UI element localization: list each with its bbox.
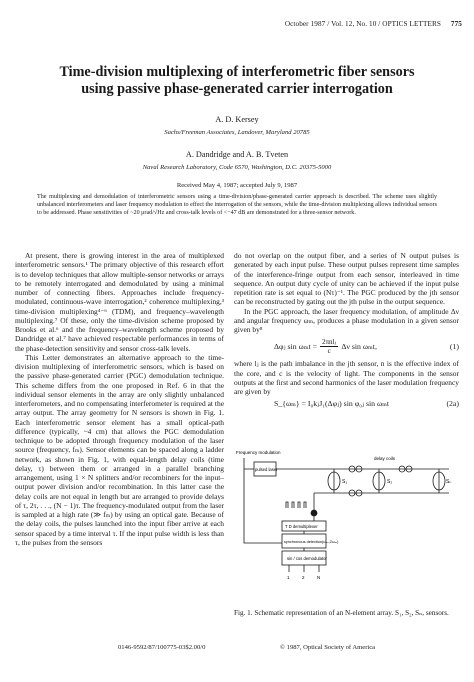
right-column	[234, 251, 459, 412]
sync-detection-label: synchronous detection(ωₘ,2ωₘ)	[284, 540, 339, 544]
received-date: Received May 4, 1987; accepted July 9, 1987	[176, 182, 298, 189]
td-demux-label: T D demultiplexer	[285, 524, 318, 529]
figure-caption: Fig. 1. Schematic representation of an N-element array. S₁, S₂, Sₙ, sensors.	[234, 609, 449, 617]
output-2-label: 2	[302, 575, 305, 580]
sensor-n-label: Sₙ	[446, 479, 452, 485]
demodulator-outputs	[289, 565, 319, 572]
delay-coils-label: delay coils	[374, 456, 396, 461]
author-1-affiliation: Sachs/Freeman Associates, Landover, Maryland 20785	[164, 129, 310, 136]
running-head-text: October 1987 / Vol. 12, No. 10 / OPTICS LETTERS	[284, 20, 441, 28]
eq1-numerator: 2πnlⱼ	[322, 338, 337, 347]
left-column	[15, 251, 224, 547]
right-paragraph-1: do not overlap on the output fiber, and a series of N output pulses is generated by each input pulse. These output pulses represent time samples of the interference-fringe output from each sensor, interleaved in time sequence. An output duty cycle of unity can be achieved if the input pulse repetition rate is set equal to (Nτ)⁻¹. The PGC produced by the jth sensor can be reconstructed by gating out the jth pulse in the output sequence.	[234, 251, 459, 307]
running-header	[232, 20, 462, 28]
author-2: A. Dandridge and A. B. Tveten	[185, 150, 289, 159]
title-line-2: using passive phase-generated carrier interrogation	[81, 81, 393, 97]
eq2-number: (2a)	[446, 399, 459, 409]
equation-2a	[234, 399, 459, 408]
fm-reference-line	[244, 469, 282, 543]
photodetector	[311, 510, 317, 516]
abstract: The multiplexing and demodulation of interferometric sensors using a time-division/phase-generated carrier approach is described. The scheme uses slightly unbalanced interferometers and laser frequency modulation to effect the interrogation of the sensors, while the time-division multiplexing allows individual sensors to be addressed. Phase sensitivities of ~20 μrad/√Hz and cross-talk levels of <−47 dB are demonstrated for a three-sensor network.	[37, 194, 437, 217]
right-paragraph-3: where lⱼ is the path imbalance in the jth sensor, n is the effective index of the core, and c is the velocity of light. The components in the sensor outputs at the first and second harmonics of the laser modulation frequency are given by	[234, 359, 459, 396]
title-line-1: Time-division multiplexing of interferometric fiber sensors	[59, 64, 415, 80]
freq-mod-label: Frequency modulation	[236, 450, 281, 455]
pulse-train	[286, 502, 306, 508]
fm-input-line	[244, 458, 254, 469]
page-number: 775	[450, 20, 462, 28]
left-paragraph-1: At present, there is growing interest in the area of multiplexed interferometric sensors.¹ The primary objective of this research effort is to develop techniques that allow multiple-sensor networks or arrays to be remotely interrogated and demodulated by using a minimal number of connecting fibers. Approaches include frequency-modulated, continuous-wave interrogation,² coherence multiplexing,³ time-division multiplexing⁴⁻⁶ (TDM), and frequency–wavelength multiplexing.⁷ Of these, only the time-division scheme proposed by Brooks et al.⁶ and the frequency–wavelength scheme proposed by Dandridge et al.⁷ have achieved respectable performances in terms of the phase-detection sensitivity and sensor cross-talk levels.	[15, 251, 224, 353]
author-2-affiliation: Naval Research Laboratory, Code 6570, Washington, D.C. 20375-5000	[142, 164, 332, 171]
eq1-number: (1)	[449, 342, 459, 352]
sensor-1-label: S₁	[342, 479, 348, 485]
eq1-denominator: c	[327, 347, 331, 356]
pulsed-laser-label: pulsed laser	[255, 467, 278, 472]
figure-1	[234, 448, 459, 600]
left-paragraph-2: This Letter demonstrates an alternative approach to the time-division multiplexing of interferometric sensors, which is based on the passive phase-generated carrier (PGC) demodulation technique. This scheme differs from the one proposed in Ref. 6 in that the individual sensor elements in the array are only slightly unbalanced interferometers, and no compensating interferometer is required at the array output. The array geometry for N sensors is shown in Fig. 1. Each interferometric sensor element has a small optical-path difference (typically, ~4 cm) that allows the PGC demodulation technique to be adopted through frequency modulation of the laser source (frequency, fₘ). Sensor elements can be spaced along a ladder network, as shown in Fig. 1, with equal-length delay coils (time delay, τ) between them or arranged in a parallel branching arrangement, using 1 × N splitters and/or recombiners for the input–output power division and/or recombination. In this latter case the delay coils are not equal in length but are arranged to provide delays of τ, 2τ, . . ., (N − 1)τ. The frequency-modulated output from the laser is sampled at a high rate (≫ fₘ) by using an optical gate. Because of the delay coils, the pulses launched into the input fiber arrive at each sensor spaced by a time interval τ. If the input pulse width is less than τ, the pulses from the sensors	[15, 352, 224, 547]
sensor-2-label: S₂	[387, 479, 393, 485]
equation-1	[234, 338, 459, 355]
author-1: A. D. Kersey	[215, 115, 259, 124]
eq2-body: S_{ωₘ} = I₀kⱼJ₁(Δφⱼ) sin φ₀ⱼ sin ωₘt	[274, 399, 390, 409]
output-n-label: N	[317, 575, 321, 580]
eq1-fraction	[320, 338, 338, 355]
array-schematic	[234, 448, 459, 600]
right-paragraph-2: In the PGC approach, the laser frequency modulation, of amplitude Δν and angular frequency ωₘ, produces a phase modulation in a given sensor given by⁸	[234, 306, 459, 334]
demodulator-label: sin / cos demodulator	[287, 556, 327, 561]
paper-title	[20, 64, 454, 98]
footer-copyright: © 1987, Optical Society of America	[280, 644, 376, 651]
footer-code: 0146-9592/87/100775-03$2.00/0	[118, 644, 206, 651]
eq1-lhs: Δφⱼ sin ωₘt =	[274, 342, 317, 352]
eq1-rhs: Δν sin ωₘt,	[341, 342, 377, 352]
output-1-label: 1	[287, 575, 290, 580]
